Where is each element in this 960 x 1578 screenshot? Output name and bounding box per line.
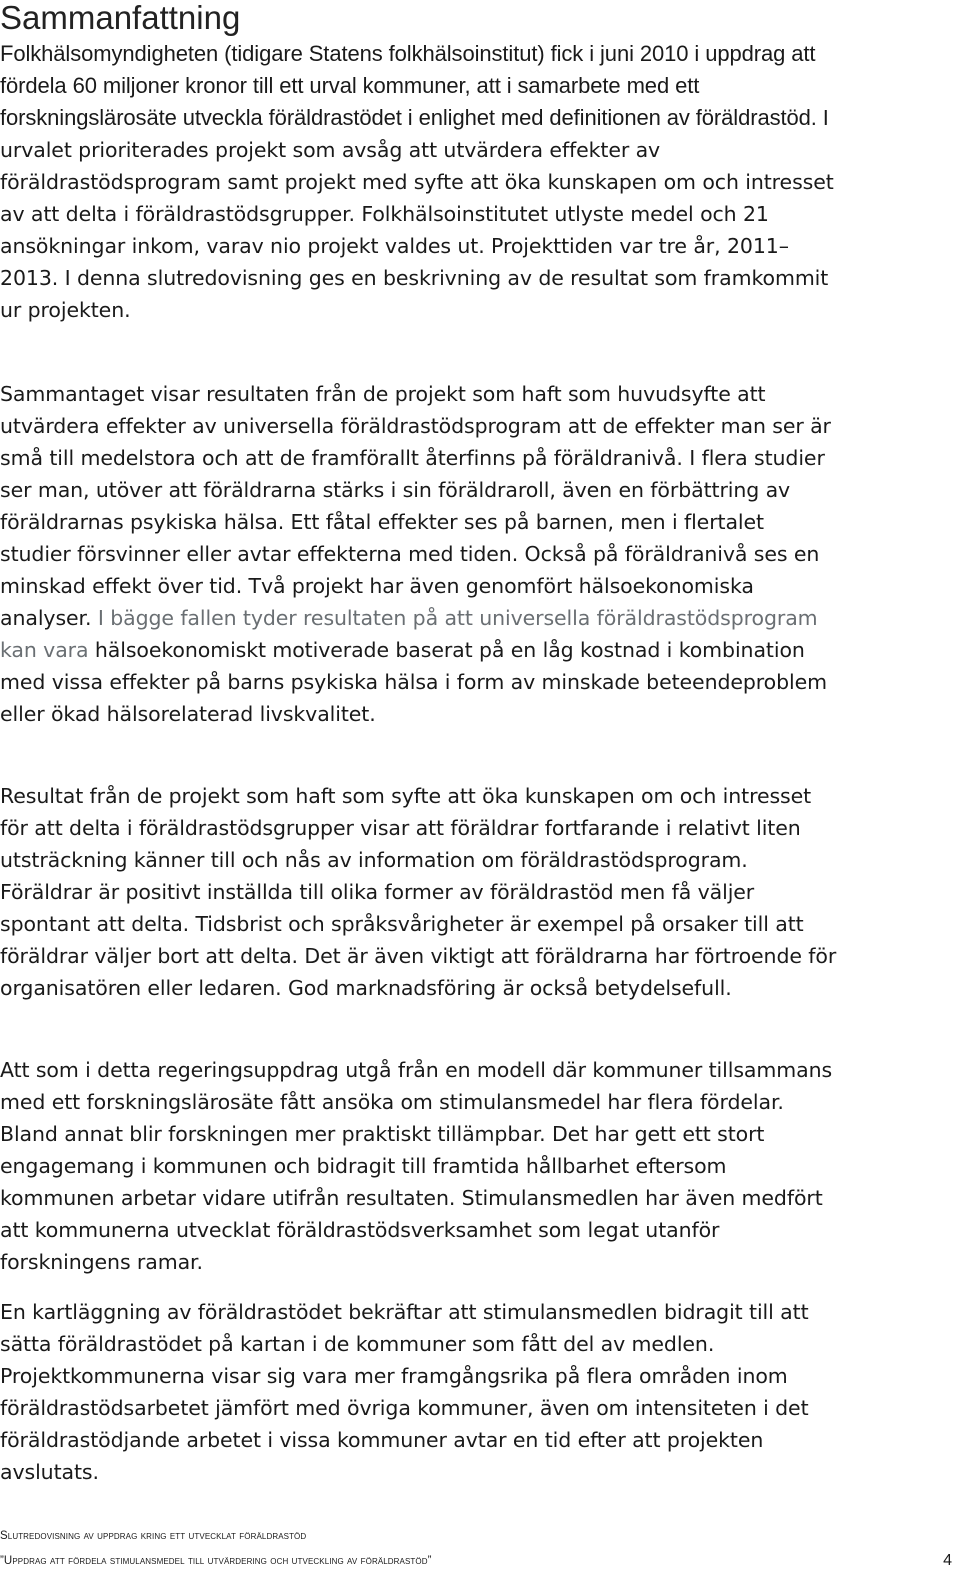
summary-paragraph-2 xyxy=(0,378,840,730)
paragraph-2-part-3: hälsoekonomiskt motiverade baserat på en låg kostnad i kombination med vissa effekter på barns psykiska hälsa i form av minskade beteendeproblem eller ökad hälsorelaterad livskvalitet. xyxy=(0,638,828,726)
summary-paragraph-3: Resultat från de projekt som haft som syfte att öka kunskapen om och intresset för att delta i föräldrastödsgrupper visar att föräldrar fortfarande i relativt liten utsträckning känner till och nås av information om föräldrastödsprogram. Föräldrar är positivt inställda till olika former av föräldrastöd men få väljer spontant att delta. Tidsbrist och språksvårigheter är exempel på orsaker till att föräldrar väljer bort att delta. Det är även viktigt att föräldrarna har förtroende för organisatören eller ledaren. God marknadsföring är också betydelsefull. xyxy=(0,784,837,1000)
summary-paragraph-4: Att som i detta regeringsuppdrag utgå från en modell där kommuner tillsammans med ett forskningslärosäte fått ansöka om stimulansmedel har flera fördelar. Bland annat blir forskningen mer praktiskt tillämpbar. Det har gett ett stort engagemang i kommunen och bidragit till framtida hållbarhet eftersom kommunen arbetar vidare utifrån resultaten. Stimulansmedlen har även medfört att kommunerna utvecklat föräldrastödsverksamhet som legat utanför forskningens ramar. xyxy=(0,1058,833,1274)
paragraph-1-sentence-2: I urvalet prioriterades projekt som avsåg att utvärdera effekter av föräldrastödsprogram samt projekt med syfte att öka kunskapen om och intresset av att delta i föräldrastödsgrupper. Folkhälsoinstitutet utlyste medel och 21 ansökningar inkom, varav nio projekt valdes ut. Projekttiden var tre år, 2011–2013. I denna slutredovisning ges en beskrivning av de resultat som framkommit ur projekten. xyxy=(0,106,834,322)
summary-paragraph-1 xyxy=(0,38,840,326)
page-number: 4 xyxy=(943,1552,952,1569)
summary-paragraph-5: En kartläggning av föräldrastödet bekräftar att stimulansmedlen bidragit till att sätta föräldrastödet på kartan i de kommuner som fått del av medlen. Projektkommunerna visar sig vara mer framgångsrika på flera områden inom föräldrastödsarbetet jämfört med övriga kommuner, även om intensiteten i det föräldrastödjande arbetet i vissa kommuner avtar en tid efter att projekten avslutats. xyxy=(0,1300,809,1484)
page-footer xyxy=(0,1528,960,1578)
paragraph-2-part-1: Sammantaget visar resultaten från de projekt som haft som huvudsyfte att utvärdera effekter av universella föräldrastödsprogram att de effekter man ser är små till medelstora och att de framförallt återfinns på föräldranivå. I flera studier ser man, utöver att föräldrarna stärks i sin föräldraroll, även en förbättring av föräldrarnas psykiska hälsa. Ett fåtal effekter ses på barnen, men i flertalet studier försvinner eller avtar effekterna med tiden. Också på föräldranivå ses en minskad effekt över tid. Två projekt har även genomfört hälsoekonomiska analyser. xyxy=(0,382,831,630)
paragraph-2-highlighted-part: I bägge fallen tyder resultaten på att universella föräldrastödsprogram kan vara xyxy=(0,606,818,662)
footer-assignment-title: ”Uppdrag att fördela stimulansmedel till utvärdering och utveckling av föräldrastöd” xyxy=(0,1555,432,1567)
footer-report-title: Slutredovisning av uppdrag kring ett utvecklat föräldrastöd xyxy=(0,1530,307,1542)
paragraph-1-sentence-1: Folkhälsomyndigheten (tidigare Statens folkhälsoinstitut) fick i juni 2010 i uppdrag att fördela 60 miljoner kronor till ett urval kommuner, att i samarbete med ett forskningslärosäte utveckla föräldrastödet i enlighet med definitionen av föräldrastöd. xyxy=(0,41,817,130)
page-title: Sammanfattning xyxy=(0,0,241,36)
